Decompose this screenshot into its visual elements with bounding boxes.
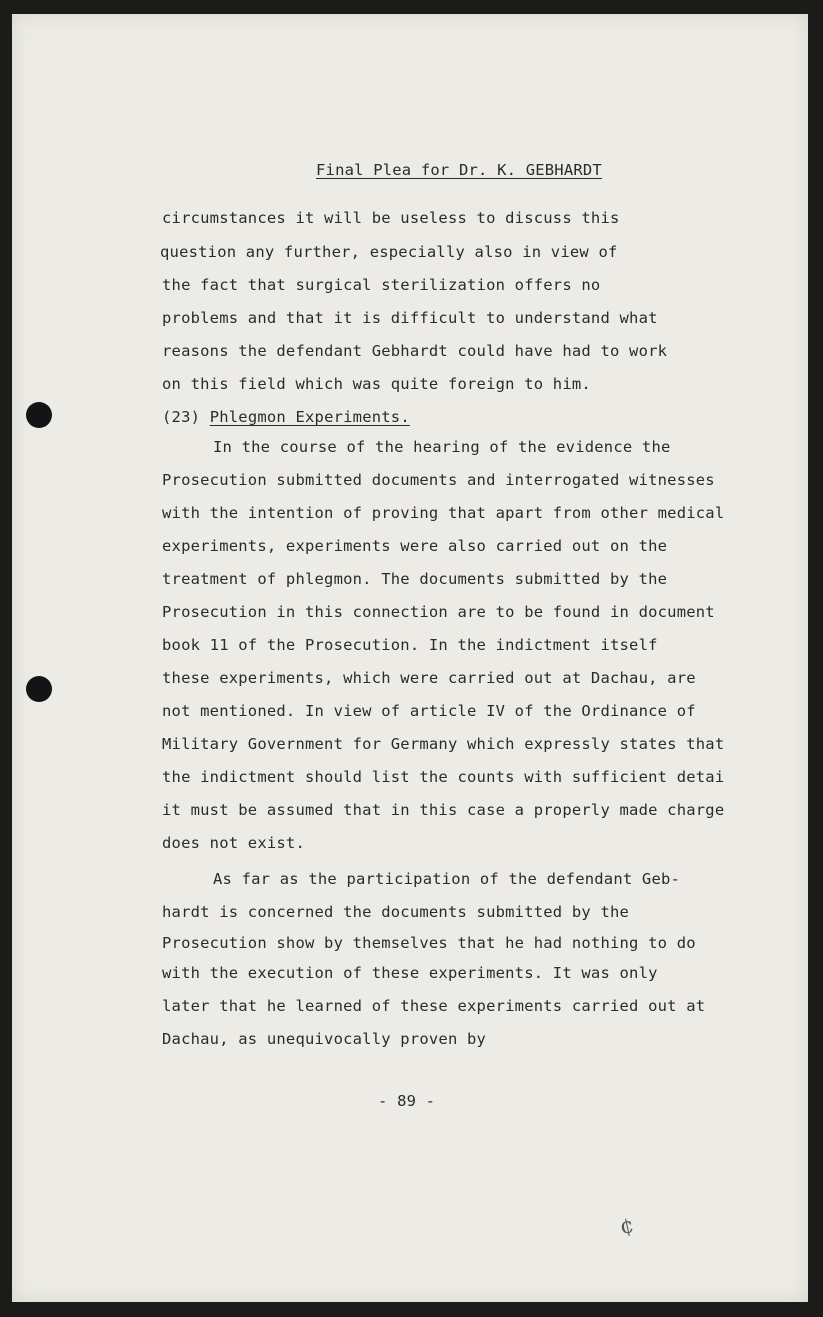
body-line: reasons the defendant Gebhardt could have had to work xyxy=(162,342,668,360)
paragraph-line: book 11 of the Prosecution. In the indictment itself xyxy=(162,636,658,654)
punch-hole-top xyxy=(26,402,52,428)
punch-hole-bottom xyxy=(26,676,52,702)
paragraph-line: the indictment should list the counts with sufficient detai xyxy=(162,768,725,786)
page-number: - 89 - xyxy=(378,1092,436,1110)
handwritten-mark: ¢ xyxy=(617,1212,637,1241)
section-number: (23) xyxy=(162,408,201,426)
paragraph-line: treatment of phlegmon. The documents submitted by the xyxy=(162,570,668,588)
body-line: on this field which was quite foreign to him. xyxy=(162,375,591,393)
paragraph-line: Dachau, as unequivocally proven by xyxy=(162,1030,487,1048)
body-line: question any further, especially also in view of xyxy=(160,243,618,261)
paragraph-line: Prosecution show by themselves that he had nothing to do xyxy=(162,934,696,952)
paragraph-line: In the course of the hearing of the evidence the xyxy=(213,438,671,456)
paragraph-line: with the execution of these experiments. It was only xyxy=(162,964,658,982)
paragraph-line: hardt is concerned the documents submitted by the xyxy=(162,903,630,921)
paragraph-line: Prosecution submitted documents and interrogated witnesses xyxy=(162,471,715,489)
document-page xyxy=(12,14,808,1302)
body-line: circumstances it will be useless to discuss this xyxy=(162,209,620,227)
paragraph-line: experiments, experiments were also carried out on the xyxy=(162,537,668,555)
paragraph-line: these experiments, which were carried out at Dachau, are xyxy=(162,669,696,687)
section-title: Phlegmon Experiments. xyxy=(209,408,410,426)
paragraph-line: not mentioned. In view of article IV of the Ordinance of xyxy=(162,702,696,720)
paragraph-line: later that he learned of these experiments carried out at xyxy=(162,997,706,1015)
paragraph-line: Prosecution in this connection are to be found in document xyxy=(162,603,715,621)
paragraph-line: does not exist. xyxy=(162,834,305,852)
section-heading xyxy=(162,408,410,426)
paragraph-line: As far as the participation of the defendant Geb- xyxy=(213,870,681,888)
body-line: problems and that it is difficult to understand what xyxy=(162,309,658,327)
paragraph-line: with the intention of proving that apart from other medical xyxy=(162,504,725,522)
paragraph-line: Military Government for Germany which expressly states that xyxy=(162,735,725,753)
paragraph-line: it must be assumed that in this case a properly made charge xyxy=(162,801,725,819)
document-header: Final Plea for Dr. K. GEBHARDT xyxy=(316,161,602,179)
body-line: the fact that surgical sterilization offers no xyxy=(162,276,601,294)
